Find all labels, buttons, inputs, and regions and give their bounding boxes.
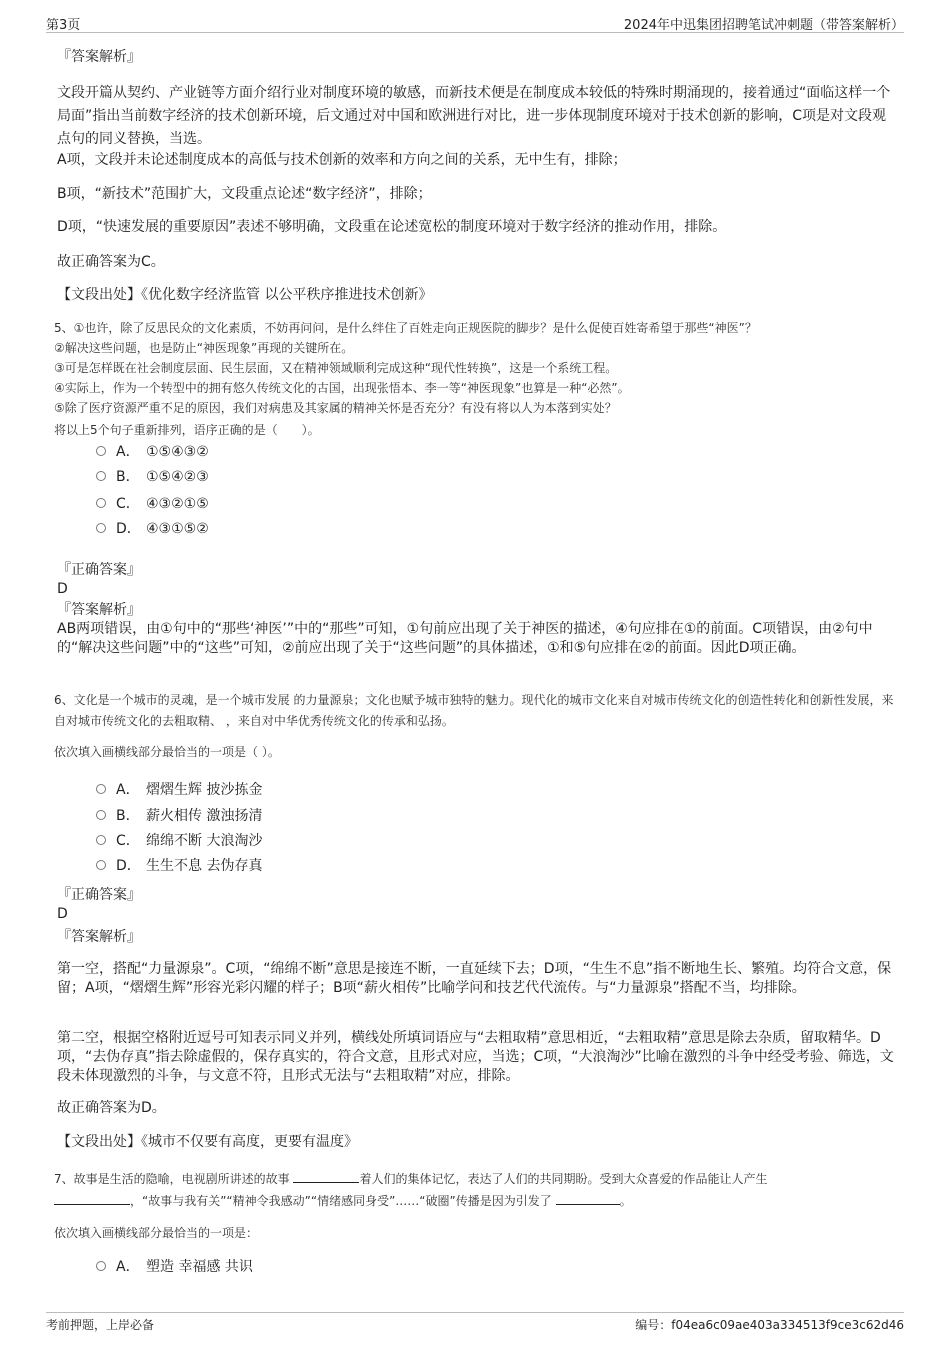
q6-prompt: 依次填入画横线部分最恰当的一项是（ ）。 xyxy=(54,745,280,759)
q6-option-a[interactable] xyxy=(96,780,262,800)
fill-blank-2[interactable] xyxy=(54,1192,130,1205)
option-label: A． xyxy=(116,1259,140,1275)
q4-analysis-label: 『答案解析』 xyxy=(57,49,141,65)
option-text: ④③②①⑤ xyxy=(146,496,209,512)
q4-analysis-p2: A项，文段并未论述制度成本的高低与技术创新的效率和方向之间的关系，无中生有，排除； xyxy=(57,152,627,168)
q4-analysis-p1: 文段开篇从契约、产业链等方面介绍行业对制度环境的敏感，而新技术便是在制度成本较低的特殊时期涌现的，接着通过“面临这样一个局面”指出当前数字经济的技术创新环境，后文通过对中国和欧洲进行对比，进一步体现制度环境对于技术创新的影响，C项是对文段观点句的同义替换，当选。 xyxy=(57,85,891,147)
page-number: 第3页 xyxy=(46,18,81,33)
q5-analysis: AB两项错误，由①句中的“那些‘神医’”中的“那些”可知，①句前应出现了关于神医的描述，④句应排在①的前面。C项错误，由②句中的“解决这些问题”中的“这些”可知，②前应出现了关于“这些问题”的具体描述，①和⑤句应排在②的前面。因此D项正确。 xyxy=(57,621,873,656)
option-label: C． xyxy=(116,496,140,512)
q4-analysis-p4: D项，“快速发展的重要原因”表述不够明确，文段重在论述宽松的制度环境对于数字经济的推动作用，排除。 xyxy=(57,219,727,235)
option-label: A． xyxy=(116,444,140,460)
radio-icon[interactable] xyxy=(96,446,106,456)
q7-stem xyxy=(54,1168,894,1212)
q5-option-c[interactable] xyxy=(96,494,209,514)
q6-analysis-p1: 第一空，搭配“力量源泉”。C项，“绵绵不断”意思是接连不断，一直延续下去；D项，“生生不息”指不断地生长、繁殖。均符合文意，保留；A项，“熠熠生辉”形容光彩闪耀的样子；B项“薪火相传”比喻学问和技艺代代流传。与“力量源泉”搭配不当，均排除。 xyxy=(57,961,892,996)
option-text: 薪火相传 激浊扬清 xyxy=(146,808,263,824)
q7-prompt: 依次填入画横线部分最恰当的一项是： xyxy=(54,1226,259,1240)
page-footer xyxy=(46,1312,904,1337)
option-text: 熠熠生辉 披沙拣金 xyxy=(146,782,263,798)
footer-slogan: 考前押题，上岸必备 xyxy=(46,1318,155,1332)
q5-option-b[interactable] xyxy=(96,467,209,487)
q4-analysis-p3: B项，“新技术”范围扩大，文段重点论述“数字经济”，排除； xyxy=(57,186,432,202)
option-label: B． xyxy=(116,808,140,824)
q5-answer-label: 『正确答案』 xyxy=(57,562,141,578)
q6-option-b[interactable] xyxy=(96,806,262,826)
q5-sentence-1: 5、①也许，除了反思民众的文化素质，不妨再问问，是什么绊住了百姓走向正规医院的脚步？是什么促使百姓寄希望于那些“神医”？ xyxy=(54,321,757,335)
q6-option-c[interactable] xyxy=(96,831,262,851)
q4-analysis-p5: 故正确答案为C。 xyxy=(57,254,165,270)
page-header xyxy=(46,12,904,33)
q7-stem-part-3: ，“故事与我有关”“精神令我感动”“情绪感同身受”……“破圈”传播是因为引发了 xyxy=(130,1194,556,1208)
q6-stem: 6、文化是一个城市的灵魂，是一个城市发展 的力量源泉；文化也赋予城市独特的魅力。现代化的城市文化来自对城市传统文化的创造性转化和创新性发展，来自对城市传统文化的去粗取精、 ，来自对中华优秀传统文化的传承和弘扬。 xyxy=(54,693,894,728)
option-text: ①⑤④②③ xyxy=(146,469,209,485)
q7-stem-part-4: 。 xyxy=(619,1194,632,1208)
radio-icon[interactable] xyxy=(96,498,106,508)
option-text: ①⑤④③② xyxy=(146,444,209,460)
q7-option-a[interactable] xyxy=(96,1257,253,1277)
option-label: D． xyxy=(116,858,141,874)
q6-analysis-p2: 第二空，根据空格附近逗号可知表示同义并列，横线处所填词语应与“去粗取精”意思相近，“去粗取精”意思是除去杂质，留取精华。D项，“去伪存真”指去除虚假的，保存真实的，符合文意，且形式对应，当选；C项，“大浪淘沙”比喻在激烈的斗争中经受考验、筛选，文段未体现激烈的斗争，与文意不符，且形式无法与“去粗取精”对应，排除。 xyxy=(57,1030,894,1084)
q5-answer: D xyxy=(57,581,68,597)
q5-sentence-4: ④实际上，作为一个转型中的拥有悠久传统文化的古国，出现张悟本、李一等“神医现象”也算是一种“必然”。 xyxy=(54,381,630,395)
option-text: ④③①⑤② xyxy=(146,521,209,537)
q4-source: 【文段出处】《优化数字经济监管 以公平秩序推进技术创新》 xyxy=(57,287,433,303)
radio-icon[interactable] xyxy=(96,810,106,820)
option-label: C． xyxy=(116,833,140,849)
radio-icon[interactable] xyxy=(96,784,106,794)
q6-source: 【文段出处】《城市不仅要有高度，更要有温度》 xyxy=(57,1134,358,1150)
option-label: B． xyxy=(116,469,140,485)
q6-analysis-p3: 故正确答案为D。 xyxy=(57,1100,166,1116)
q5-sentence-5: ⑤除了医疗资源严重不足的原因，我们对病患及其家属的精神关怀是否充分？有没有将以人为本落到实处？ xyxy=(54,401,617,415)
fill-blank-3[interactable] xyxy=(556,1192,620,1205)
radio-icon[interactable] xyxy=(96,835,106,845)
q5-sentence-3: ③可是怎样既在社会制度层面、民生层面，又在精神领域顺利完成这种“现代性转换”，这是一个系统工程。 xyxy=(54,361,618,375)
q5-prompt: 将以上5个句子重新排列，语序正确的是（ ）。 xyxy=(54,423,320,437)
q6-option-d[interactable] xyxy=(96,856,262,876)
q6-analysis-label: 『答案解析』 xyxy=(57,929,141,945)
q7-stem-part-2: 着人们的集体记忆，表达了人们的共同期盼。受到大众喜爱的作品能让人产生 xyxy=(359,1172,768,1186)
radio-icon[interactable] xyxy=(96,471,106,481)
q6-answer-label: 『正确答案』 xyxy=(57,887,141,903)
radio-icon[interactable] xyxy=(96,523,106,533)
radio-icon[interactable] xyxy=(96,860,106,870)
document-title: 2024年中迅集团招聘笔试冲刺题（带答案解析） xyxy=(623,18,904,33)
option-text: 绵绵不断 大浪淘沙 xyxy=(146,833,263,849)
option-label: A． xyxy=(116,782,140,798)
option-text: 生生不息 去伪存真 xyxy=(146,858,263,874)
q5-sentence-2: ②解决这些问题，也是防止“神医现象”再现的关键所在。 xyxy=(54,341,354,355)
option-label: D． xyxy=(116,521,141,537)
fill-blank-1[interactable] xyxy=(293,1170,359,1183)
q5-analysis-label: 『答案解析』 xyxy=(57,602,141,618)
radio-icon[interactable] xyxy=(96,1261,106,1271)
document-code: 编号：f04ea6c09ae403a334513f9ce3c62d46 xyxy=(635,1318,904,1332)
q6-answer: D xyxy=(57,906,68,922)
q5-option-d[interactable] xyxy=(96,519,209,539)
q7-stem-part-1: 7、故事是生活的隐喻，电视剧所讲述的故事 xyxy=(54,1172,294,1186)
q5-option-a[interactable] xyxy=(96,442,209,462)
option-text: 塑造 幸福感 共识 xyxy=(146,1259,253,1275)
